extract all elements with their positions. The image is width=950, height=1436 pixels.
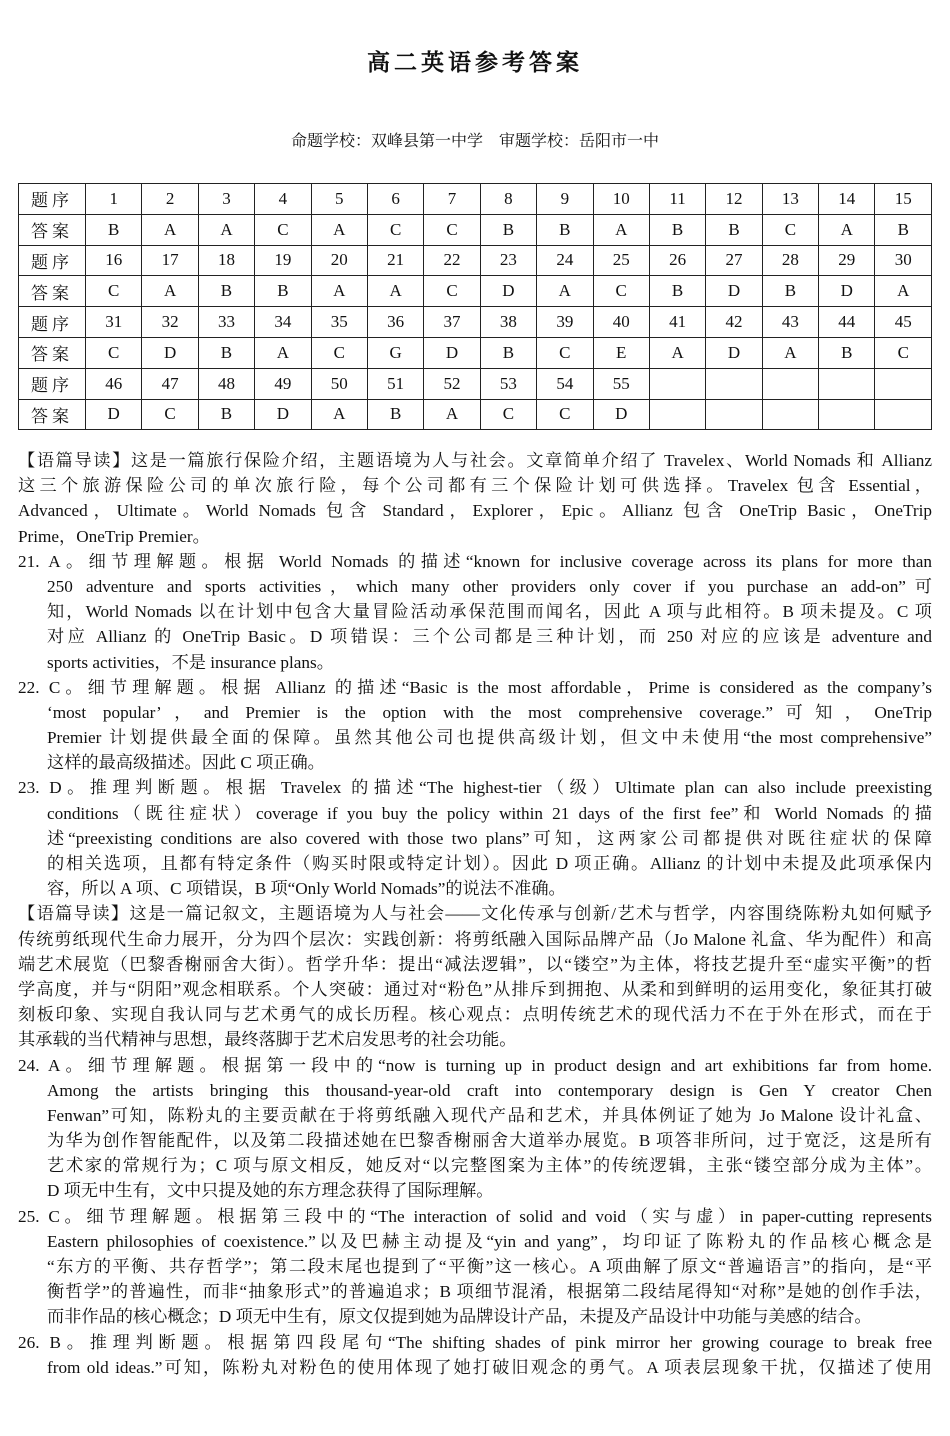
question-number: 31 xyxy=(86,307,142,338)
text-line: 其承载的当代精神与思想，最终落脚于艺术启发思考的社会功能。 xyxy=(18,1030,517,1050)
question-number xyxy=(762,368,818,399)
answer-cell: D xyxy=(86,399,142,430)
question-number: 18 xyxy=(198,245,254,276)
answer-cell: D xyxy=(706,276,762,307)
question-number: 46 xyxy=(86,368,142,399)
question-number: 47 xyxy=(142,368,198,399)
text-line: “东方的平衡、共存哲学”；第二段末尾也提到了“平衡”这一核心。A 项曲解了原文“普遍语言”的指向，是“平 xyxy=(47,1257,932,1276)
question-number: 22 xyxy=(424,245,480,276)
answer-cell: A xyxy=(142,276,198,307)
question-number: 41 xyxy=(649,307,705,338)
answer-cell: B xyxy=(198,399,254,430)
question-number: 16 xyxy=(86,245,142,276)
question-number: 27 xyxy=(706,245,762,276)
reading-guide-paragraph xyxy=(18,448,932,549)
question-number: 35 xyxy=(311,307,367,338)
text-line: from old ideas.”可知，陈粉丸对粉色的使用体现了她打破旧观念的勇气。A 项表层现象干扰，仅描述了使用 xyxy=(47,1357,932,1377)
text-line: ‘most popular’，and Premier is the option with the most comprehensive coverage.”可知，OneTrip xyxy=(47,702,932,722)
answer-cell: A xyxy=(593,214,649,245)
question-number: 29 xyxy=(819,245,875,276)
answer-cell: D xyxy=(255,399,311,430)
question-number: 43 xyxy=(762,307,818,338)
explanations xyxy=(18,448,932,1380)
question-number: 26 xyxy=(649,245,705,276)
question-number: 30 xyxy=(875,245,932,276)
question-number: 34 xyxy=(255,307,311,338)
answer-explanation xyxy=(18,549,932,675)
question-number: 17 xyxy=(142,245,198,276)
text-line: 23. D。推理判断题。根据 Travelex 的描述“The highest-tier（级）Ultimate plan can also include preexisting xyxy=(18,778,932,798)
text-line: 【语篇导读】这是一篇记叙文，主题语境为人与社会——文化传承与创新/艺术与哲学，内容围绕陈粉丸如何赋予 xyxy=(18,904,932,924)
question-number: 8 xyxy=(480,184,536,215)
answer-row-label: 答案 xyxy=(19,214,86,245)
text-line: 而非作品的核心概念；D 项无中生有，原文仅提到她为品牌设计产品，未提及产品设计中功能与美感的结合。 xyxy=(47,1307,872,1327)
answer-cell: B xyxy=(649,276,705,307)
question-number: 4 xyxy=(255,184,311,215)
question-number: 25 xyxy=(593,245,649,276)
answer-cell: D xyxy=(819,276,875,307)
answer-row-label: 答案 xyxy=(19,399,86,430)
answer-cell: C xyxy=(424,214,480,245)
number-row-label: 题序 xyxy=(19,368,86,399)
question-number: 32 xyxy=(142,307,198,338)
number-row xyxy=(19,368,932,399)
answer-cell xyxy=(649,399,705,430)
question-number: 19 xyxy=(255,245,311,276)
question-number xyxy=(819,368,875,399)
answer-cell: G xyxy=(367,337,423,368)
answer-cell: A xyxy=(819,214,875,245)
answer-row xyxy=(19,337,932,368)
question-number: 11 xyxy=(649,184,705,215)
question-number: 9 xyxy=(537,184,593,215)
question-number: 39 xyxy=(537,307,593,338)
text-line: 【语篇导读】这是一篇旅行保险介绍，主题语境为人与社会。文章简单介绍了 Travelex、World Nomads 和 Allianz xyxy=(18,451,932,470)
answer-cell: A xyxy=(311,399,367,430)
text-line: Prime，OneTrip Premier。 xyxy=(18,526,210,546)
question-number: 13 xyxy=(762,184,818,215)
answer-cell: A xyxy=(367,276,423,307)
text-line: 26. B。推理判断题。根据第四段尾句“The shifting shades of pink mirror her growing courage to break free xyxy=(18,1332,932,1352)
answer-cell: B xyxy=(480,214,536,245)
answer-row xyxy=(19,399,932,430)
answer-row xyxy=(19,276,932,307)
answer-cell xyxy=(762,399,818,430)
text-line: 250 adventure and sports activities，which many other providers only cover if you purchase an add-on”可 xyxy=(47,576,932,596)
question-number: 33 xyxy=(198,307,254,338)
answer-cell: A xyxy=(762,337,818,368)
answer-cell: D xyxy=(142,337,198,368)
answer-cell: C xyxy=(537,337,593,368)
answer-cell: B xyxy=(198,337,254,368)
text-line: 对应 Allianz 的 OneTrip Basic。D 项错误：三个公司都是三种计划，而 250 对应的应该是 adventure and xyxy=(47,627,932,647)
answer-cell: A xyxy=(311,276,367,307)
question-number: 54 xyxy=(537,368,593,399)
answer-explanation xyxy=(18,1330,932,1380)
answer-cell xyxy=(875,399,932,430)
question-number: 55 xyxy=(593,368,649,399)
answer-cell: C xyxy=(480,399,536,430)
text-line: sports activities，不是 insurance plans。 xyxy=(47,652,334,672)
number-row-label: 题序 xyxy=(19,184,86,215)
reading-guide-paragraph xyxy=(18,901,932,1052)
question-number: 3 xyxy=(198,184,254,215)
answer-explanation xyxy=(18,1204,932,1330)
answer-cell: B xyxy=(819,337,875,368)
text-line: 述“preexisting conditions are also covered with those two plans”可知，这两家公司都提供对既往症状的保障 xyxy=(47,828,932,848)
text-line: Eastern philosophies of coexistence.”以及巴赫主动提及“yin and yang”，均印证了陈粉丸的作品核心概念是 xyxy=(47,1231,932,1251)
question-number: 20 xyxy=(311,245,367,276)
answer-row-label: 答案 xyxy=(19,276,86,307)
text-line: 的相关选项，且都有特定条件（购买时限或特定计划）。因此 D 项正确。Allianz 的计划中未提及此项承保内 xyxy=(47,854,932,873)
answer-cell: B xyxy=(367,399,423,430)
question-number: 6 xyxy=(367,184,423,215)
answer-cell: A xyxy=(311,214,367,245)
answer-cell: B xyxy=(762,276,818,307)
page-subtitle: 命题学校：双峰县第一中学 审题学校：岳阳市一中 xyxy=(290,133,659,150)
answer-cell: B xyxy=(706,214,762,245)
answer-cell: C xyxy=(762,214,818,245)
answer-cell: B xyxy=(649,214,705,245)
answer-cell: C xyxy=(142,399,198,430)
answer-explanation xyxy=(18,675,932,776)
answer-cell: C xyxy=(311,337,367,368)
answer-cell: D xyxy=(593,399,649,430)
question-number: 44 xyxy=(819,307,875,338)
text-line: conditions（既往症状）coverage if you buy the policy within 21 days of the first fee”和 World Nomads 的描 xyxy=(47,803,932,823)
question-number: 15 xyxy=(875,184,932,215)
text-line: Premier 计划提供最全面的保障。虽然其他公司也提供高级计划，但文中未使用“the most comprehensive” xyxy=(47,728,932,748)
question-number: 51 xyxy=(367,368,423,399)
answer-cell: D xyxy=(424,337,480,368)
answer-cell: C xyxy=(424,276,480,307)
answer-cell: B xyxy=(86,214,142,245)
answer-cell: B xyxy=(480,337,536,368)
answer-cell: B xyxy=(198,276,254,307)
answer-cell: A xyxy=(537,276,593,307)
answer-cell: C xyxy=(367,214,423,245)
text-line: 艺术家的常规行为；C 项与原文相反，她反对“以完整图案为主体”的传统逻辑，主张“镂空部分成为主体”。 xyxy=(47,1156,932,1176)
question-number: 50 xyxy=(311,368,367,399)
text-line: Among the artists bringing this thousand-year-old craft into contemporary design is Gen Y creator Chen xyxy=(47,1080,932,1100)
question-number: 2 xyxy=(142,184,198,215)
answer-cell: B xyxy=(875,214,932,245)
answer-cell: A xyxy=(255,337,311,368)
answer-cell: C xyxy=(537,399,593,430)
text-line: 25. C。细节理解题。根据第三段中的“The interaction of solid and void（实与虚）in paper-cutting represents xyxy=(18,1206,932,1226)
question-number: 12 xyxy=(706,184,762,215)
question-number xyxy=(649,368,705,399)
answer-cell xyxy=(706,399,762,430)
text-line: 衡哲学”的普遍性，而非“抽象形式”的普遍追求；B 项细节混淆，根据第二段结尾得知“对称”是她的创作手法， xyxy=(47,1282,932,1302)
text-line: 端艺术展览（巴黎香榭丽舍大街）。哲学升华：提出“减法逻辑”，以“镂空”为主体，将技艺提升至“虚实平衡”的哲 xyxy=(18,954,932,974)
question-number: 36 xyxy=(367,307,423,338)
answer-cell xyxy=(819,399,875,430)
text-line: 这三个旅游保险公司的单次旅行险，每个公司都有三个保险计划可供选择。Travelex 包含 Essential， xyxy=(18,476,932,496)
number-row xyxy=(19,307,932,338)
answer-explanation xyxy=(18,1053,932,1204)
text-line: 传统剪纸现代生命力展开，分为四个层次：实践创新：将剪纸融入国际品牌产品（Jo Malone 礼盒、华为配件）和高 xyxy=(18,929,932,949)
text-line: D 项无中生有，文中只提及她的东方理念获得了国际理解。 xyxy=(47,1181,494,1201)
answer-cell: C xyxy=(86,276,142,307)
answer-cell: A xyxy=(649,337,705,368)
text-line: Advanced，Ultimate。World Nomads 包含 Standard，Explorer，Epic。Allianz 包含 OneTrip Basic，OneTrip xyxy=(18,501,932,521)
question-number: 37 xyxy=(424,307,480,338)
number-row xyxy=(19,184,932,215)
question-number: 42 xyxy=(706,307,762,338)
question-number: 14 xyxy=(819,184,875,215)
question-number: 38 xyxy=(480,307,536,338)
text-line: 刻板印象、实现自我认同与艺术勇气的成长历程。核心观点：点明传统艺术的现代活力不在于外在形式，而在于 xyxy=(18,1005,932,1025)
text-line: 24. A。细节理解题。根据第一段中的“now is turning up in product design and art exhibitions far from home. xyxy=(18,1055,932,1075)
question-number: 53 xyxy=(480,368,536,399)
question-number: 24 xyxy=(537,245,593,276)
question-number: 21 xyxy=(367,245,423,276)
question-number: 7 xyxy=(424,184,480,215)
answer-cell: B xyxy=(537,214,593,245)
answer-cell: A xyxy=(198,214,254,245)
number-row-label: 题序 xyxy=(19,307,86,338)
answer-cell: E xyxy=(593,337,649,368)
text-line: 21. A。细节理解题。根据 World Nomads 的描述“known for inclusive coverage across its plans for more than xyxy=(18,551,932,571)
text-line: 知，World Nomads 以在计划中包含大量冒险活动承保范围而闻名，因此 A 项与此相符。B 项未提及。C 项 xyxy=(47,602,932,622)
question-number xyxy=(875,368,932,399)
question-number: 5 xyxy=(311,184,367,215)
question-number: 40 xyxy=(593,307,649,338)
number-row-label: 题序 xyxy=(19,245,86,276)
answer-cell: D xyxy=(480,276,536,307)
question-number: 1 xyxy=(86,184,142,215)
text-line: Fenwan”可知，陈粉丸的主要贡献在于将剪纸融入现代产品和艺术，并具体例证了她为 Jo Malone 设计礼盒、 xyxy=(47,1105,932,1125)
question-number: 52 xyxy=(424,368,480,399)
answer-cell: C xyxy=(255,214,311,245)
question-number xyxy=(706,368,762,399)
question-number: 49 xyxy=(255,368,311,399)
text-line: 为华为创作智能配件，以及第二段描述她在巴黎香榭丽舍大道举办展览。B 项答非所问，过于宽泛，这是所有 xyxy=(47,1131,932,1151)
answer-cell: B xyxy=(255,276,311,307)
text-line: 22. C。细节理解题。根据 Allianz 的描述“Basic is the most affordable，Prime is considered as the company’s xyxy=(18,677,932,697)
question-number: 23 xyxy=(480,245,536,276)
page-title: 高二英语参考答案 xyxy=(367,50,583,76)
answer-cell: C xyxy=(593,276,649,307)
answer-cell: A xyxy=(424,399,480,430)
question-number: 10 xyxy=(593,184,649,215)
question-number: 45 xyxy=(875,307,932,338)
answer-cell: C xyxy=(86,337,142,368)
answer-row xyxy=(19,214,932,245)
answer-cell: A xyxy=(875,276,932,307)
number-row xyxy=(19,245,932,276)
answer-cell: C xyxy=(875,337,932,368)
answer-table xyxy=(18,183,932,430)
text-line: 学高度，并与“阴阳”观念相联系。个人突破：通过对“粉色”从排斥到拥抱、从柔和到鲜明的运用变化，象征其打破 xyxy=(18,979,932,999)
question-number: 48 xyxy=(198,368,254,399)
text-line: 容，所以 A 项、C 项错误，B 项“Only World Nomads”的说法不准确。 xyxy=(47,879,566,899)
answer-cell: D xyxy=(706,337,762,368)
question-number: 28 xyxy=(762,245,818,276)
text-line: 这样的最高级描述。因此 C 项正确。 xyxy=(47,753,325,773)
answer-row-label: 答案 xyxy=(19,337,86,368)
answer-explanation xyxy=(18,775,932,901)
answer-cell: A xyxy=(142,214,198,245)
